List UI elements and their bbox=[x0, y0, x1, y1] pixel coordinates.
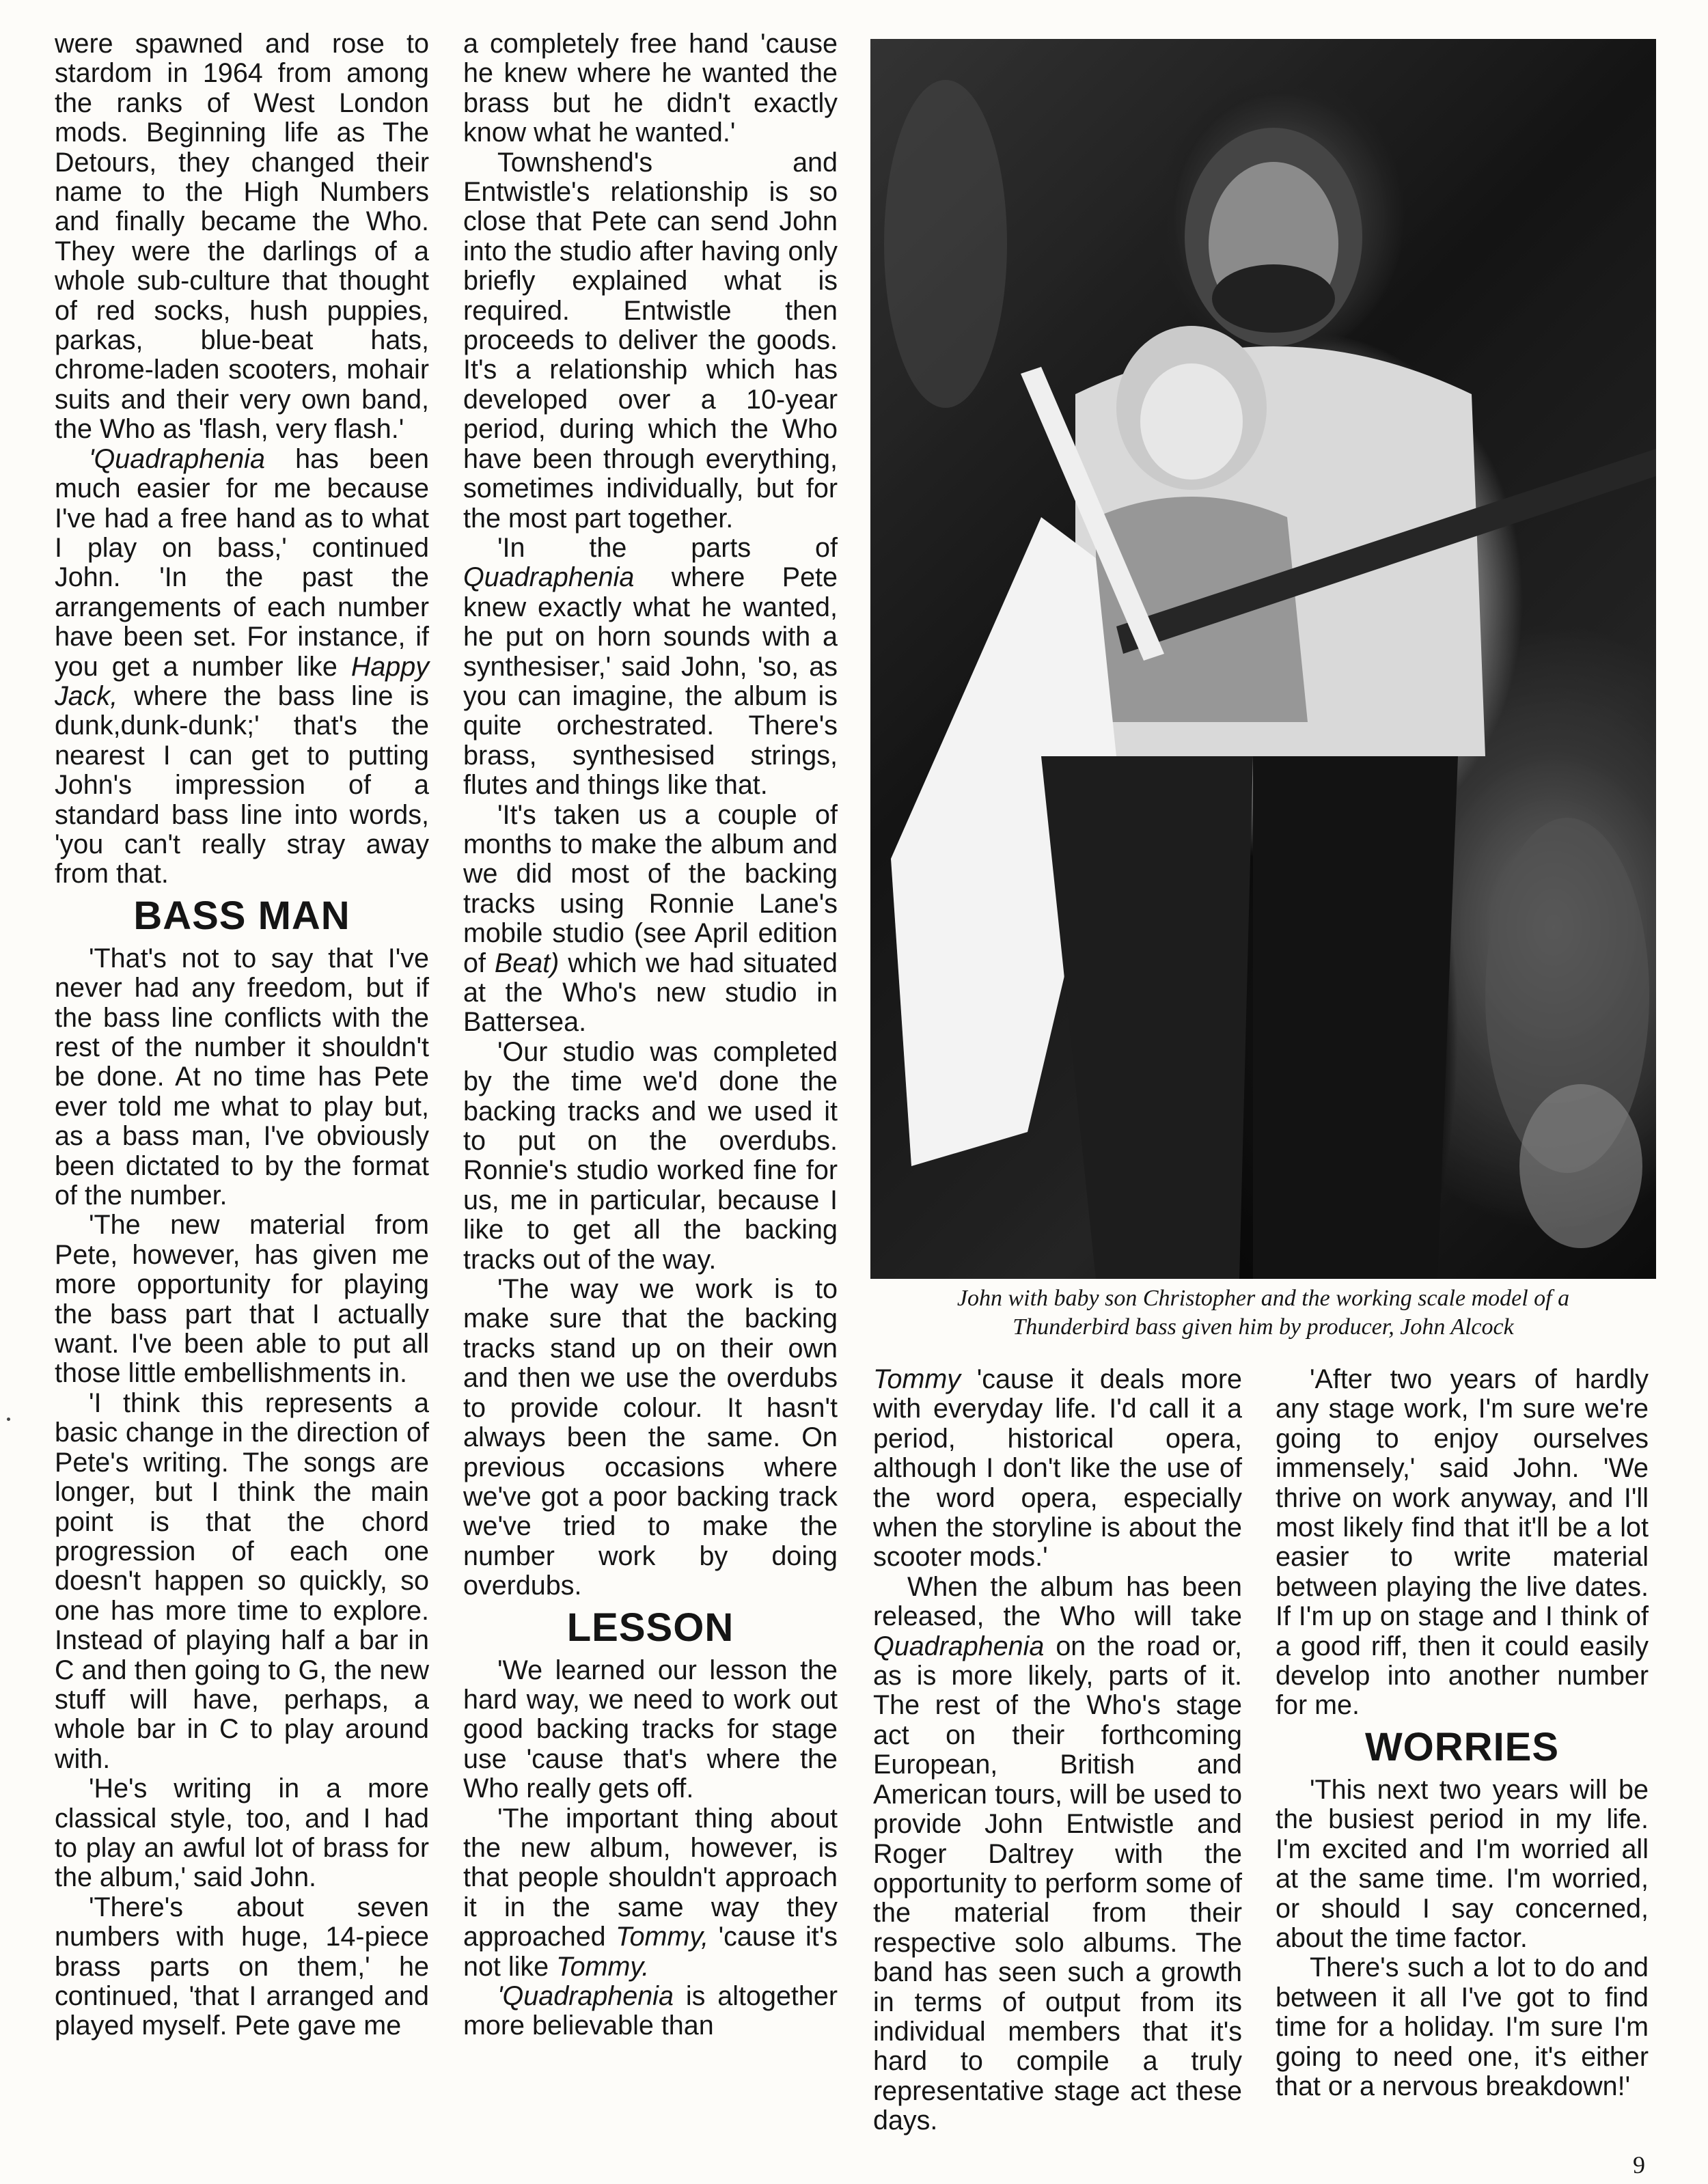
paragraph: 'I think this represents a basic change in the direction of Pete's writing. The songs are longer, but I think the main point is that the chord progression of each one doesn't happen so quickly, so one has more time to explore. Instead of playing half a bar in C and then going to G, the new stuff will have, perhaps, a whole bar in C to play around with. bbox=[55, 1387, 429, 1774]
paragraph: 'That's not to say that I've never had any freedom, but if the bass line conflicts with the rest of the number it shouldn't be done. At no time has Pete ever told me what to play but, as a bass man, I've obviously been dictated to by the format of the number. bbox=[55, 943, 429, 1211]
section-heading: LESSON bbox=[566, 1605, 734, 1650]
text-run: where the bass line is dunk,dunk-dunk;' that's the nearest I can get to putting John's impression of a standard bass line into words, 'you can't really stray away from that. bbox=[55, 680, 429, 889]
paragraph: 'After two years of hardly any stage work, I'm sure we're going to enjoy ourselves immensely,' said John. 'We thrive on work anyway, and I'll most likely find that it'll be a lot easier to write material between playing the live dates. If I'm up on stage and I think of a good riff, then it could easily develop into another number for me. bbox=[1276, 1364, 1649, 1721]
text-run: When the album has been released, the Who will take bbox=[873, 1571, 1242, 1632]
article-column-3 bbox=[873, 1365, 1242, 2136]
article-column-2 bbox=[463, 29, 838, 2041]
paragraph bbox=[55, 445, 429, 889]
paragraph: 'Our studio was completed by the time we'd done the backing tracks and we used it to put on the overdubs. Ronnie's studio worked fine for us, me in particular, because I like to get all the backing tracks out of the way. bbox=[463, 1036, 838, 1275]
paragraph: 'This next two years will be the busiest period in my life. I'm excited and I'm worried all at the same time. I'm worried, or should I say concerned, about the time factor. bbox=[1276, 1774, 1649, 1953]
text-run: on the road or, as is more likely, parts of it. The rest of the Who's stage act on their forthcoming European, British and American tours, will be used to provide John Entwistle and Roger Daltrey with the opportunity to perform some of the material from their respective solo albums. The band has seen such a growth in terms of output from its individual members that it's hard to compile a truly representative stage act these days. bbox=[873, 1631, 1242, 2136]
article-column-4 bbox=[1276, 1365, 1649, 2101]
paragraph: were spawned and rose to stardom in 1964 from among the ranks of West London mods. Beginning life as The Detours, they changed their name to the High Numbers and finally became the Who. They were the darlings of a whole sub-culture that thought of red socks, hush puppies, parkas, blue-beat hats, chrome-laden scooters, mohair suits and their very own band, the Who as 'flash, very flash.' bbox=[55, 29, 429, 445]
paragraph: 'We learned our lesson the hard way, we need to work out good backing tracks for stage use 'cause that's where the Who really gets off. bbox=[463, 1655, 838, 1804]
paragraph: 'The way we work is to make sure that the backing tracks stand up on their own and then we use the overdubs to provide colour. It hasn't always been the same. On previous occasions where we've got a poor backing track we've tried to make the number work by doing overdubs. bbox=[463, 1274, 838, 1601]
italic-title: Beat) bbox=[494, 948, 560, 978]
italic-title: 'Quadraphenia bbox=[497, 1981, 674, 2011]
paragraph bbox=[463, 801, 838, 1038]
paragraph bbox=[873, 1365, 1242, 1573]
text-run: 'It's taken us a couple of months to make the album and we did most of the backing tracks using Ronnie Lane's mobile studio (see April edition of bbox=[463, 799, 838, 978]
italic-title: Tommy, bbox=[616, 1922, 709, 1952]
page-number: 9 bbox=[1633, 2151, 1645, 2179]
caption-line: John with baby son Christopher and the working scale model of a bbox=[956, 1286, 1570, 1311]
text-run: 'cause it's not like bbox=[463, 1922, 838, 1982]
paragraph: Townshend's and Entwistle's relationship is so close that Pete can send John into the studio after having only briefly explained what is required. Entwistle then proceeds to deliver the goods. It's a relationship which has developed over a 10-year period, during which the Who have been through everything, sometimes individually, but for the most part together. bbox=[463, 147, 838, 534]
section-heading: WORRIES bbox=[1364, 1724, 1560, 1769]
photo-john-entwistle-with-son bbox=[870, 39, 1656, 1279]
paragraph bbox=[463, 1982, 838, 2041]
photo-caption bbox=[870, 1284, 1656, 1342]
stray-ink-dot bbox=[7, 1418, 10, 1421]
paragraph: a completely free hand 'cause he knew where he wanted the brass but he didn't exactly know what he wanted.' bbox=[463, 29, 838, 148]
section-heading: BASS MAN bbox=[133, 893, 350, 938]
italic-title: Happy Jack, bbox=[55, 651, 429, 711]
text-run: 'In the parts of bbox=[497, 532, 838, 563]
paragraph: 'He's writing in a more classical style, too, and I had to play an awful lot of brass for the album,' said John. bbox=[55, 1773, 429, 1893]
paragraph: There's such a lot to do and between it all I've got to find time for a holiday. I'm sure I'm going to need one, it's either that or a nervous breakdown!' bbox=[1276, 1952, 1649, 2101]
italic-title: Tommy bbox=[873, 1364, 961, 1394]
paragraph: 'The new material from Pete, however, has given me more opportunity for playing the bass part that I actually want. I've been able to put all those little embellishments in. bbox=[55, 1210, 429, 1389]
italic-title: Quadraphenia bbox=[873, 1631, 1045, 1661]
text-run: 'The important thing about the new album, however, is that people shouldn't approach it in the same way they approached bbox=[463, 1803, 838, 1952]
paragraph bbox=[463, 534, 838, 801]
text-run: which we had situated at the Who's new studio in Battersea. bbox=[463, 948, 838, 1038]
paragraph bbox=[463, 1804, 838, 1982]
text-run: is altogether more believable than bbox=[463, 1981, 838, 2041]
photo-illustration bbox=[870, 39, 1656, 1279]
italic-title: Quadraphenia bbox=[463, 562, 635, 593]
text-run: has been much easier for me because I've had a free hand as to what I play on bass,' continued John. 'In the past the arrangements of each number have been set. For instance, if you get a number like bbox=[55, 443, 429, 682]
italic-title: 'Quadraphenia bbox=[89, 443, 265, 474]
text-run: 'cause it deals more with everyday life. I'd call it a period, historical opera, although I don't like the use of the word opera, especially when the storyline is about the scooter mods.' bbox=[873, 1364, 1242, 1573]
caption-line: Thunderbird bass given him by producer, John Alcock bbox=[1013, 1314, 1514, 1340]
article-column-1 bbox=[55, 29, 429, 2041]
text-run: where Pete knew exactly what he wanted, he put on horn sounds with a synthesiser,' said John, 'so, as you can imagine, the album is quite orchestrated. There's brass, synthesised strings, flutes and things like that. bbox=[463, 562, 838, 801]
italic-title: Tommy. bbox=[556, 1951, 650, 1982]
paragraph: 'There's about seven numbers with huge, 14-piece brass parts on them,' he continued, 'that I arranged and played myself. Pete gave me bbox=[55, 1892, 429, 2041]
paragraph bbox=[873, 1573, 1242, 2136]
